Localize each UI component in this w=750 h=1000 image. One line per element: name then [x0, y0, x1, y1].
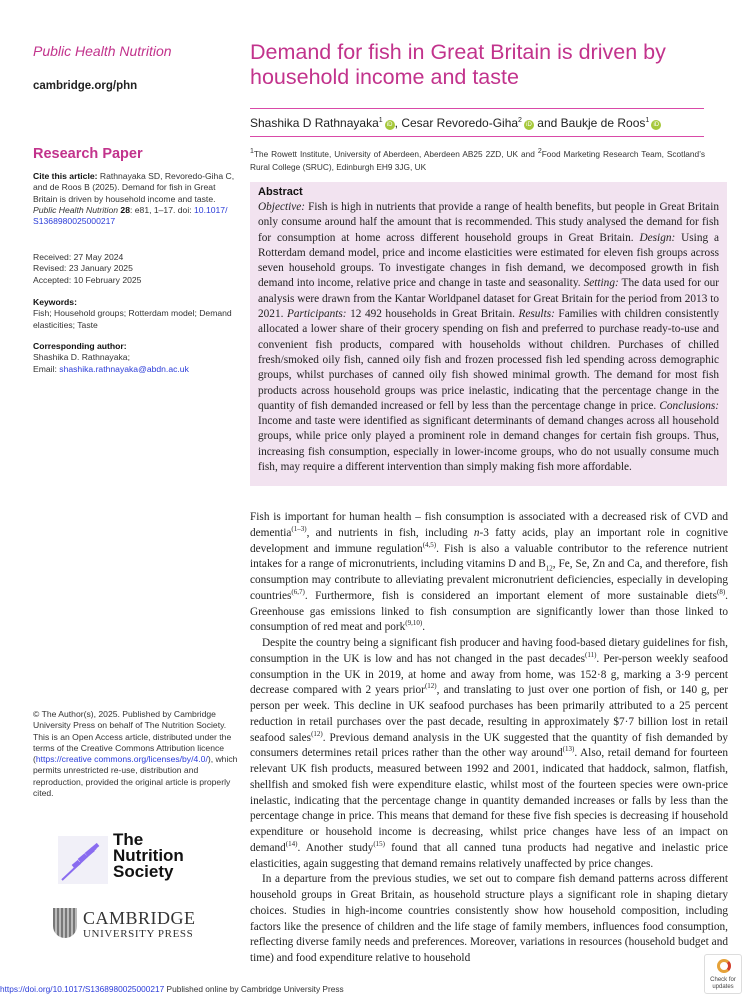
revised-date: Revised: 23 January 2025 [33, 263, 133, 274]
reference-citation[interactable]: (1–3) [291, 524, 307, 533]
text-run: . [422, 621, 426, 634]
nutrition-society-text: The Nutrition Society [113, 830, 184, 881]
cambridge-university-press-logo [53, 908, 203, 940]
cite-pages: : e81, 1–17. doi: [129, 204, 195, 215]
text-run: found that all canned tuna products had negative and inelastic price elasticities, again suggesting that demand remains relatively unaffected by price changes. [250, 841, 728, 870]
abstract-box [250, 182, 727, 486]
text-run: Fish is important for human health – fish consumption is associated with a decreased risk of CVD and dementia [250, 511, 728, 539]
cite-journal: Public Health Nutrition [33, 204, 119, 215]
cite-doi-link[interactable]: 10.1017/ S1368980025000217 [33, 204, 228, 227]
cite-text: Rathnayaka SD, Revoredo-Giha C, and de Roos B (2025). Demand for fish in Great Britain is driven by household income and taste. [33, 171, 235, 204]
reference-citation[interactable]: (14) [285, 839, 298, 848]
check-for-updates-button[interactable] [704, 954, 742, 994]
affiliation-number: 2 [537, 148, 542, 156]
journal-name: Public Health Nutrition [33, 43, 172, 59]
accepted-date: Accepted: 10 February 2025 [33, 274, 142, 285]
italic-run: Conclusions: [659, 399, 719, 412]
cite-label: Cite this article: [33, 171, 98, 181]
corresponding-name: Shashika D. Rathnayaka; [33, 352, 130, 363]
author-name: Baukje de Roos [560, 116, 646, 130]
divider [250, 108, 704, 109]
badge-line2: updates [712, 983, 734, 990]
italic-run: Design: [639, 231, 676, 244]
footer-doi-link[interactable]: https://doi.org/10.1017/S1368980025000217 [0, 984, 165, 994]
author-name: Shashika D Rathnayaka [250, 116, 379, 130]
reference-citation[interactable]: (13) [562, 745, 575, 754]
text-run: . Greenhouse gas emissions linked to fish consumption are significantly lower than those linked to consumption of red meat and pork [250, 589, 728, 634]
author-affiliation-number: 1 [645, 117, 650, 124]
cup-line1: CAMBRIDGE [83, 908, 196, 928]
text-run: . Fish is also a valuable contributor to the reference nutrient intakes for a range of micronutrients, including vitamins D and B [250, 542, 728, 571]
text-run: Fish is high in nutrients that provide a range of health benefits, but people in Great Britain only consume around half the amount that is recommended. This study analysed the demand for fish for consumption at home across different household groups in Great Britain. [258, 201, 719, 244]
article-body [250, 510, 728, 967]
reference-citation[interactable]: (4,5) [422, 540, 437, 549]
reference-citation[interactable]: (9,10) [405, 619, 423, 628]
keywords-label: Keywords: [33, 297, 77, 307]
text-run: Income and taste were identified as significant determinants of demand changes across all household groups, while price only played a prominent role in demand changes for certain fish groups. Thus, increasing fish consumption, especially in lower-income groups, who do not usually consume much fish, may require a different intervention than simply making fish more affordable. [258, 415, 719, 474]
journal-url-link[interactable]: cambridge.org/phn [33, 80, 138, 92]
affiliation-number: 1 [250, 148, 254, 156]
affiliations [250, 148, 705, 174]
text-run: -3 fatty acids, play an important role in cognitive development and immune regulation [250, 526, 728, 555]
author-name: Cesar Revoredo-Giha [401, 116, 519, 130]
feather-icon [58, 836, 108, 884]
license-after: ), which permits unrestricted re-use, distribution and reproduction, provided the original article is properly cited. [33, 754, 238, 799]
italic-run: Objective: [258, 201, 306, 213]
orcid-icon[interactable]: iD [651, 120, 661, 130]
text-run: , Fe, Se, Zn and Ca, and therefore, fish consumption may contribute to alleviating prevalent micronutrient deficiencies, especially in developing countries [250, 558, 728, 602]
article-type: Research Paper [33, 146, 143, 162]
abstract-text [258, 200, 719, 475]
author-separator: , [394, 116, 402, 130]
text-run: . Previous demand analysis in the UK suggested that the quantity of fish demanded by consumers determines retail prices rather than the other way around [250, 731, 729, 760]
text-run: . Also, retail demand for fourteen relevant UK fish products, measured between 1992 and 2001, indicated that haddock, salmon, flatfish, shellfish and smoked fish were expenditure elastic, whilst most of the fourteen species were own-price inelastic, indicating that the percentage change in quantity demanded increases or falls by less than the percentage change in price. This means that demand for these five fish species is decreasing if household expenditure or household income is decreasing, whilst price changes have less of an impact on demand [250, 747, 729, 854]
reference-citation[interactable]: (12) [424, 682, 437, 691]
divider [250, 136, 704, 137]
italic-run: Participants: [286, 308, 347, 321]
text-run: Using a Rotterdam demand model, price and income elasticities were estimated for eleven fish groups across seven household groups. To investigate changes in fish demand, we decomposed growth in fish demand into income, relative price and change in taste and seasonality. [258, 231, 719, 290]
text-run: , and translating to just over one portion of fish, or 140 g, per person per week. This decline in UK seafood purchases has been primarily attributed to a 25 percent reduction in retail purchases over the past decade, resulting in approximately $7·7 billion lost in retail seafood sales [250, 684, 728, 744]
citation [33, 171, 238, 227]
email-link[interactable]: shashika.rathnayaka@abdn.ac.uk [59, 363, 189, 374]
text-run: Families with children consistently allocated a lower share of their grocery spending on fish and preferred to purchase ready-to-use and convenient fish products, compared with households without children. Purchases of chilled fresh/smoked oily fish, canned oily fish and frozen processed fish led spending across demographic groups, whilst purchases of canned oily fish showed minimal growth. The demand for most fish products across household groups was price inelastic, indicating that the percentage change in the quantity of fish demanded increased or fell by less than the percentage change in price. [258, 308, 719, 412]
reference-citation[interactable]: (11) [585, 650, 597, 659]
keywords-text: Fish; Household groups; Rotterdam model; Demand elasticities; Taste [33, 308, 232, 330]
reference-citation[interactable]: (12) [311, 729, 323, 738]
shield-icon [53, 908, 77, 938]
abstract-heading: Abstract [258, 186, 303, 198]
reference-citation[interactable]: (15) [373, 839, 385, 848]
cite-volume: 28 [120, 204, 130, 215]
license-link[interactable]: https://creative commons.org/licenses/by/4.0/ [35, 754, 208, 765]
email-label: Email: [33, 363, 60, 374]
author-separator: and [533, 116, 561, 130]
license-before: © The Author(s), 2025. Published by Cambridge University Press on behalf of The Nutrition Society. This is an Open Access article, distributed under the terms of the Creative Commons Attribution licence ( [33, 709, 232, 765]
text-run: . Another study [297, 841, 374, 854]
body-paragraph [250, 510, 728, 636]
text-run: , and nutrients in fish, including [306, 526, 474, 539]
badge-line1: Check for [710, 977, 736, 983]
text-run: 12 492 households in Great Britain. [346, 308, 519, 321]
orcid-icon[interactable]: iD [524, 120, 534, 130]
footer-published: Published online by Cambridge University Press [164, 984, 344, 994]
text-run: Despite the country being a significant fish producer and having food-based dietary guidelines for fish, consumption in the UK is low and has not changed in the past decades [250, 637, 728, 665]
text-run: . Furthermore, fish is considered an important element of more sustainable diets [304, 589, 717, 602]
dates [33, 252, 141, 286]
author-affiliation-number: 1 [378, 117, 383, 124]
corresponding-label: Corresponding author: [33, 341, 127, 351]
body-paragraph [250, 872, 728, 967]
text-run: The data used for our analysis were drawn from the Kantar Worldpanel dataset for Great Britain for the period from 2013 to 2021. [258, 277, 720, 321]
affiliation-text: The Rowett Institute, University of Aberdeen, Aberdeen AB25 2ZD, UK and [253, 149, 538, 159]
cup-line2: UNIVERSITY PRESS [83, 928, 194, 940]
corresponding-author [33, 341, 189, 375]
author-list [250, 116, 661, 130]
text-run: In a departure from the previous studies, we set out to compare fish demand patterns across different household groups in Great Britain, as household structure plays a significant role in shaping dietary choices. Studies in high-income countries consistently show how household composition, including factors like the presence of children and the life stage of family members, influences food consumption, reflecting diverse family needs and preferences. Moreover, variations in resources (household budget and time) and food expenditure relative to household [250, 873, 728, 964]
received-date: Received: 27 May 2024 [33, 252, 124, 262]
italic-run: n [473, 526, 480, 539]
nutrition-society-logo [58, 832, 188, 890]
check-updates-icon [717, 959, 731, 973]
affiliation-text: Food Marketing Research Team, Scotland’s Rural College (SRUC), Edinburgh EH9 3JG, UK [250, 149, 705, 172]
italic-run: Setting: [583, 277, 619, 290]
orcid-icon[interactable]: iD [385, 120, 395, 130]
reference-citation[interactable]: (8) [717, 587, 726, 596]
italic-run: Results: [518, 308, 555, 321]
license-text [33, 709, 243, 799]
body-paragraph [250, 636, 728, 872]
text-run: . Per-person weekly seafood consumption in the UK in 2019, at home and away from home, was 152·8 g, marking a 3·9 percent decrease compared with 2 years prior [250, 652, 728, 697]
subscript: 12 [545, 564, 553, 573]
article-title: Demand for fish in Great Britain is driven by household income and taste [250, 40, 666, 89]
keywords [33, 297, 238, 331]
footer [0, 984, 344, 994]
reference-citation[interactable]: (6,7) [291, 587, 305, 596]
author-affiliation-number: 2 [518, 117, 522, 124]
